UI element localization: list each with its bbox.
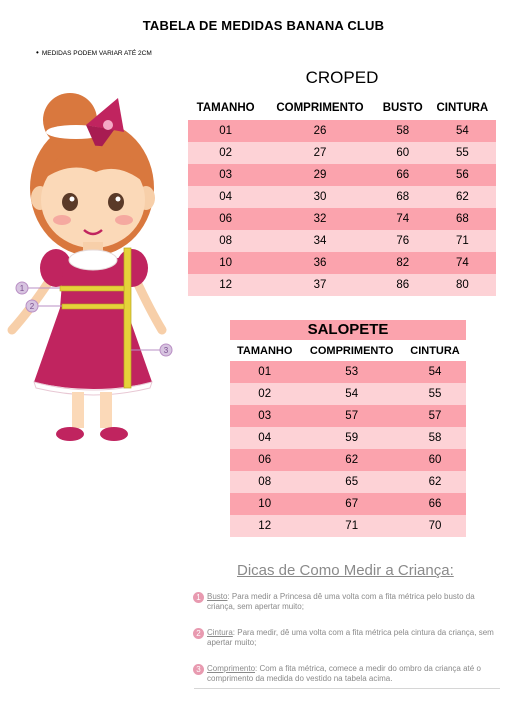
croped-title: CROPED <box>305 68 379 87</box>
tip-term-length: Comprimento <box>207 664 256 673</box>
table-row <box>230 405 466 427</box>
table-row <box>188 252 496 274</box>
salopete-cell-comprimento: 71 <box>299 515 404 537</box>
dress-collar <box>69 250 117 270</box>
table-row <box>188 164 496 186</box>
croped-cell-comprimento: 34 <box>263 230 376 252</box>
croped-header-tamanho: TAMANHO <box>188 95 263 120</box>
croped-cell-busto: 68 <box>377 186 429 208</box>
table-row <box>230 515 466 537</box>
croped-cell-busto: 60 <box>377 142 429 164</box>
salopete-cell-tamanho: 01 <box>230 361 299 383</box>
croped-cell-busto: 74 <box>377 208 429 230</box>
croped-cell-cintura: 56 <box>429 164 496 186</box>
table-row <box>188 208 496 230</box>
salopete-size-table <box>230 340 466 537</box>
table-row <box>230 471 466 493</box>
left-shoe <box>56 427 84 441</box>
hair-bun <box>43 93 97 147</box>
salopete-cell-comprimento: 65 <box>299 471 404 493</box>
croped-cell-comprimento: 37 <box>263 274 376 296</box>
croped-cell-tamanho: 01 <box>188 120 263 142</box>
girl-measurement-illustration <box>0 80 180 450</box>
croped-cell-busto: 82 <box>377 252 429 274</box>
marker-1 <box>16 282 28 294</box>
croped-cell-comprimento: 30 <box>263 186 376 208</box>
salopete-cell-cintura: 58 <box>404 427 466 449</box>
marker-2 <box>26 300 38 312</box>
svg-text:3: 3 <box>163 346 169 355</box>
salopete-cell-comprimento: 59 <box>299 427 404 449</box>
salopete-cell-cintura: 54 <box>404 361 466 383</box>
tip-number-3: 3 <box>193 664 204 675</box>
salopete-cell-tamanho: 06 <box>230 449 299 471</box>
right-cheek <box>115 215 133 225</box>
right-leg <box>100 392 112 428</box>
salopete-header-tamanho: TAMANHO <box>230 340 299 361</box>
croped-cell-tamanho: 12 <box>188 274 263 296</box>
tip-term-waist: Cintura <box>207 628 233 637</box>
croped-header-row <box>188 95 496 120</box>
croped-cell-tamanho: 03 <box>188 164 263 186</box>
table-row <box>230 449 466 471</box>
croped-cell-comprimento: 29 <box>263 164 376 186</box>
left-leg <box>72 392 84 428</box>
salopete-cell-cintura: 70 <box>404 515 466 537</box>
tip-number-2: 2 <box>193 628 204 639</box>
table-row <box>230 361 466 383</box>
left-cheek <box>53 215 71 225</box>
croped-cell-tamanho: 10 <box>188 252 263 274</box>
croped-cell-comprimento: 36 <box>263 252 376 274</box>
croped-cell-busto: 86 <box>377 274 429 296</box>
measuring-tape-vertical <box>124 248 131 388</box>
table-row <box>230 427 466 449</box>
tip-number-1: 1 <box>193 592 204 603</box>
salopete-section <box>230 320 466 537</box>
table-row <box>230 493 466 515</box>
tips-title: Dicas de Como Medir a Criança: <box>237 562 454 579</box>
measurement-note <box>36 48 152 57</box>
croped-cell-busto: 76 <box>377 230 429 252</box>
croped-cell-cintura: 62 <box>429 186 496 208</box>
salopete-cell-cintura: 62 <box>404 471 466 493</box>
right-shoe <box>100 427 128 441</box>
table-row <box>188 230 496 252</box>
tip-length <box>193 664 498 684</box>
croped-cell-comprimento: 26 <box>263 120 376 142</box>
bust-tape <box>60 286 124 291</box>
salopete-cell-tamanho: 03 <box>230 405 299 427</box>
salopete-cell-tamanho: 08 <box>230 471 299 493</box>
salopete-cell-tamanho: 10 <box>230 493 299 515</box>
note-text: MEDIDAS PODEM VARIAR ATÉ 2CM <box>41 50 152 57</box>
note-bullet: • <box>36 48 39 57</box>
croped-cell-cintura: 54 <box>429 120 496 142</box>
salopete-cell-tamanho: 12 <box>230 515 299 537</box>
salopete-cell-comprimento: 67 <box>299 493 404 515</box>
croped-cell-tamanho: 02 <box>188 142 263 164</box>
table-row <box>188 142 496 164</box>
table-row <box>188 186 496 208</box>
croped-cell-tamanho: 08 <box>188 230 263 252</box>
tip-text-bust: : Para medir a Princesa dê uma volta com a fita métrica pelo busto da criança, sem apertar muito; <box>207 592 475 611</box>
table-row <box>230 383 466 405</box>
salopete-cell-comprimento: 62 <box>299 449 404 471</box>
salopete-header-cintura: CINTURA <box>404 340 466 361</box>
waist-tape <box>62 304 124 309</box>
salopete-cell-cintura: 57 <box>404 405 466 427</box>
bow-knot <box>103 120 113 130</box>
salopete-cell-cintura: 66 <box>404 493 466 515</box>
salopete-cell-cintura: 55 <box>404 383 466 405</box>
croped-cell-busto: 66 <box>377 164 429 186</box>
croped-cell-tamanho: 04 <box>188 186 263 208</box>
table-row <box>188 274 496 296</box>
left-eye <box>62 193 78 211</box>
salopete-cell-comprimento: 53 <box>299 361 404 383</box>
salopete-cell-comprimento: 54 <box>299 383 404 405</box>
table-row <box>188 120 496 142</box>
croped-header-busto: BUSTO <box>377 95 429 120</box>
croped-cell-cintura: 74 <box>429 252 496 274</box>
tip-text-waist: : Para medir, dê uma volta com a fita métrica pela cintura da criança, sem apertar muito; <box>207 628 494 647</box>
tip-bust <box>193 592 498 612</box>
tip-waist <box>193 628 498 648</box>
croped-cell-cintura: 80 <box>429 274 496 296</box>
salopete-cell-comprimento: 57 <box>299 405 404 427</box>
salopete-cell-tamanho: 02 <box>230 383 299 405</box>
croped-cell-tamanho: 06 <box>188 208 263 230</box>
croped-size-table <box>188 95 496 296</box>
croped-header-cintura: CINTURA <box>429 95 496 120</box>
salopete-header-comprimento: COMPRIMENTO <box>299 340 404 361</box>
tips-divider <box>194 688 500 689</box>
svg-text:1: 1 <box>19 284 25 293</box>
right-eye <box>108 193 124 211</box>
svg-text:2: 2 <box>29 302 35 311</box>
marker-3 <box>160 344 172 356</box>
croped-cell-busto: 58 <box>377 120 429 142</box>
salopete-header-row <box>230 340 466 361</box>
page-title: TABELA DE MEDIDAS BANANA CLUB <box>142 18 385 33</box>
tip-text-length: : Com a fita métrica, comece a medir do ombro da criança até o comprimento da medida do vestido na tabela acima. <box>207 664 481 683</box>
croped-cell-comprimento: 32 <box>263 208 376 230</box>
right-arm <box>136 280 162 330</box>
croped-cell-comprimento: 27 <box>263 142 376 164</box>
croped-cell-cintura: 55 <box>429 142 496 164</box>
tip-term-bust: Busto <box>207 592 228 601</box>
salopete-cell-cintura: 60 <box>404 449 466 471</box>
croped-cell-cintura: 71 <box>429 230 496 252</box>
croped-header-comprimento: COMPRIMENTO <box>263 95 376 120</box>
croped-cell-cintura: 68 <box>429 208 496 230</box>
salopete-cell-tamanho: 04 <box>230 427 299 449</box>
salopete-title: SALOPETE <box>230 320 466 340</box>
